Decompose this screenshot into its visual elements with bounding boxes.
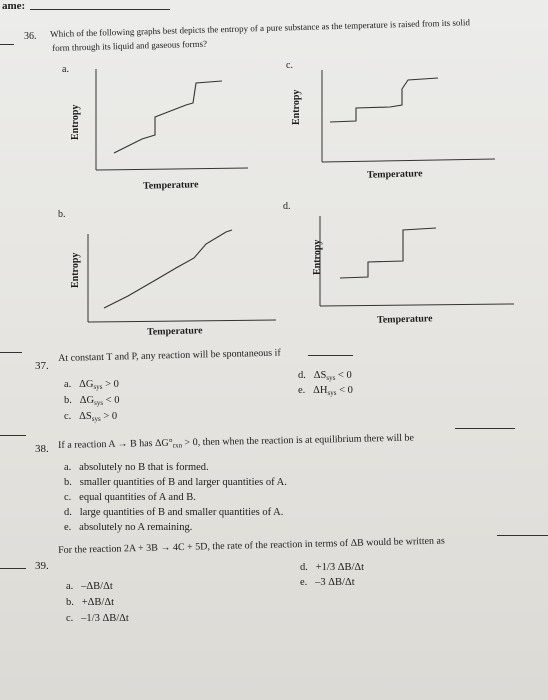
q36-answer-blank bbox=[0, 44, 14, 45]
q36-text-line2: form through its liquid and gaseous forms? bbox=[52, 38, 208, 53]
q38-option-d: d. large quantities of B and smaller quantities of A. bbox=[64, 507, 284, 518]
graph-c-x-label: Temperature bbox=[366, 168, 423, 181]
graph-a-x-label: Temperature bbox=[142, 179, 199, 192]
graph-d-x-label: Temperature bbox=[376, 313, 433, 326]
q37-number: 37. bbox=[35, 360, 49, 372]
q38-fill-blank bbox=[455, 428, 515, 429]
graph-a-y-label: Entropy bbox=[70, 104, 81, 140]
graph-d-curve bbox=[340, 228, 436, 278]
q37-option-e: e. $\Delta H_{sys} < 0$ bbox=[298, 385, 353, 397]
q39-option-b: b. +ΔB/Δt bbox=[66, 597, 115, 608]
q39-option-e: e. –3 ΔB/Δt bbox=[300, 577, 355, 588]
q37-text: At constant T and P, any reaction will be spontaneous if bbox=[58, 347, 281, 364]
graph-b-x-axis bbox=[88, 320, 276, 322]
graph-c-curve bbox=[330, 78, 438, 122]
graph-d-letter: d. bbox=[283, 201, 291, 212]
q39-option-d: d. +1/3 ΔB/Δt bbox=[300, 562, 365, 573]
q39-option-a: a. –ΔB/Δt bbox=[66, 581, 113, 592]
q38-text: If a reaction A → B has $\Delta G^\circ_{rxn} > 0$, then when the reaction is at equilibrium there will be bbox=[58, 432, 415, 451]
graph-b bbox=[84, 220, 284, 330]
graph-a-letter: a. bbox=[62, 64, 69, 75]
graph-a bbox=[60, 65, 250, 185]
name-blank-line bbox=[30, 9, 170, 10]
graph-d-x-axis bbox=[320, 304, 514, 306]
q37-answer-blank bbox=[0, 352, 22, 353]
q39-answer-blank bbox=[0, 568, 26, 569]
graph-c bbox=[290, 62, 500, 172]
q37-option-a: a. $\Delta G_{sys} > 0$ bbox=[64, 379, 119, 391]
q38-answer-blank bbox=[0, 435, 26, 436]
graph-b-letter: b. bbox=[58, 209, 66, 220]
q39-fill-blank bbox=[497, 535, 548, 536]
q39-option-c: c. –1/3 ΔB/Δt bbox=[66, 613, 129, 624]
graph-b-y-label: Entropy bbox=[70, 252, 81, 288]
q39-number: 39. bbox=[35, 560, 49, 572]
graph-b-x-label: Temperature bbox=[146, 325, 203, 338]
q37-option-d: d. $\Delta S_{sys} < 0$ bbox=[298, 370, 352, 382]
q38-option-c: c. equal quantities of A and B. bbox=[64, 492, 196, 503]
graph-b-curve bbox=[104, 230, 232, 308]
graph-d bbox=[318, 212, 518, 312]
q38-number: 38. bbox=[35, 443, 49, 455]
q38-option-e: e. absolutely no A remaining. bbox=[64, 522, 193, 533]
q36-number: 36. bbox=[24, 31, 37, 42]
graph-c-x-axis bbox=[322, 159, 495, 162]
name-label: ame: bbox=[2, 0, 26, 12]
q38-option-b: b. smaller quantities of B and larger quantities of A. bbox=[64, 477, 287, 488]
q36-text-line1: Which of the following graphs best depicts the entropy of a pure substance as the temperature is raised from its solid bbox=[50, 17, 471, 39]
graph-a-curve bbox=[114, 81, 222, 153]
graph-a-x-axis bbox=[96, 168, 248, 170]
graph-c-letter: c. bbox=[286, 60, 293, 71]
q37-fill-blank bbox=[308, 355, 353, 356]
q38-option-a: a. absolutely no B that is formed. bbox=[64, 462, 209, 473]
q39-text: For the reaction 2A + 3B → 4C + 5D, the rate of the reaction in terms of ΔB would be written as bbox=[58, 535, 445, 556]
q37-option-b: b. $\Delta G_{sys} < 0$ bbox=[64, 395, 120, 407]
graph-c-y-label: Entropy bbox=[291, 89, 302, 125]
graph-d-y-label: Entropy bbox=[312, 239, 323, 275]
q37-option-c: c. $\Delta S_{sys} > 0$ bbox=[64, 411, 118, 423]
